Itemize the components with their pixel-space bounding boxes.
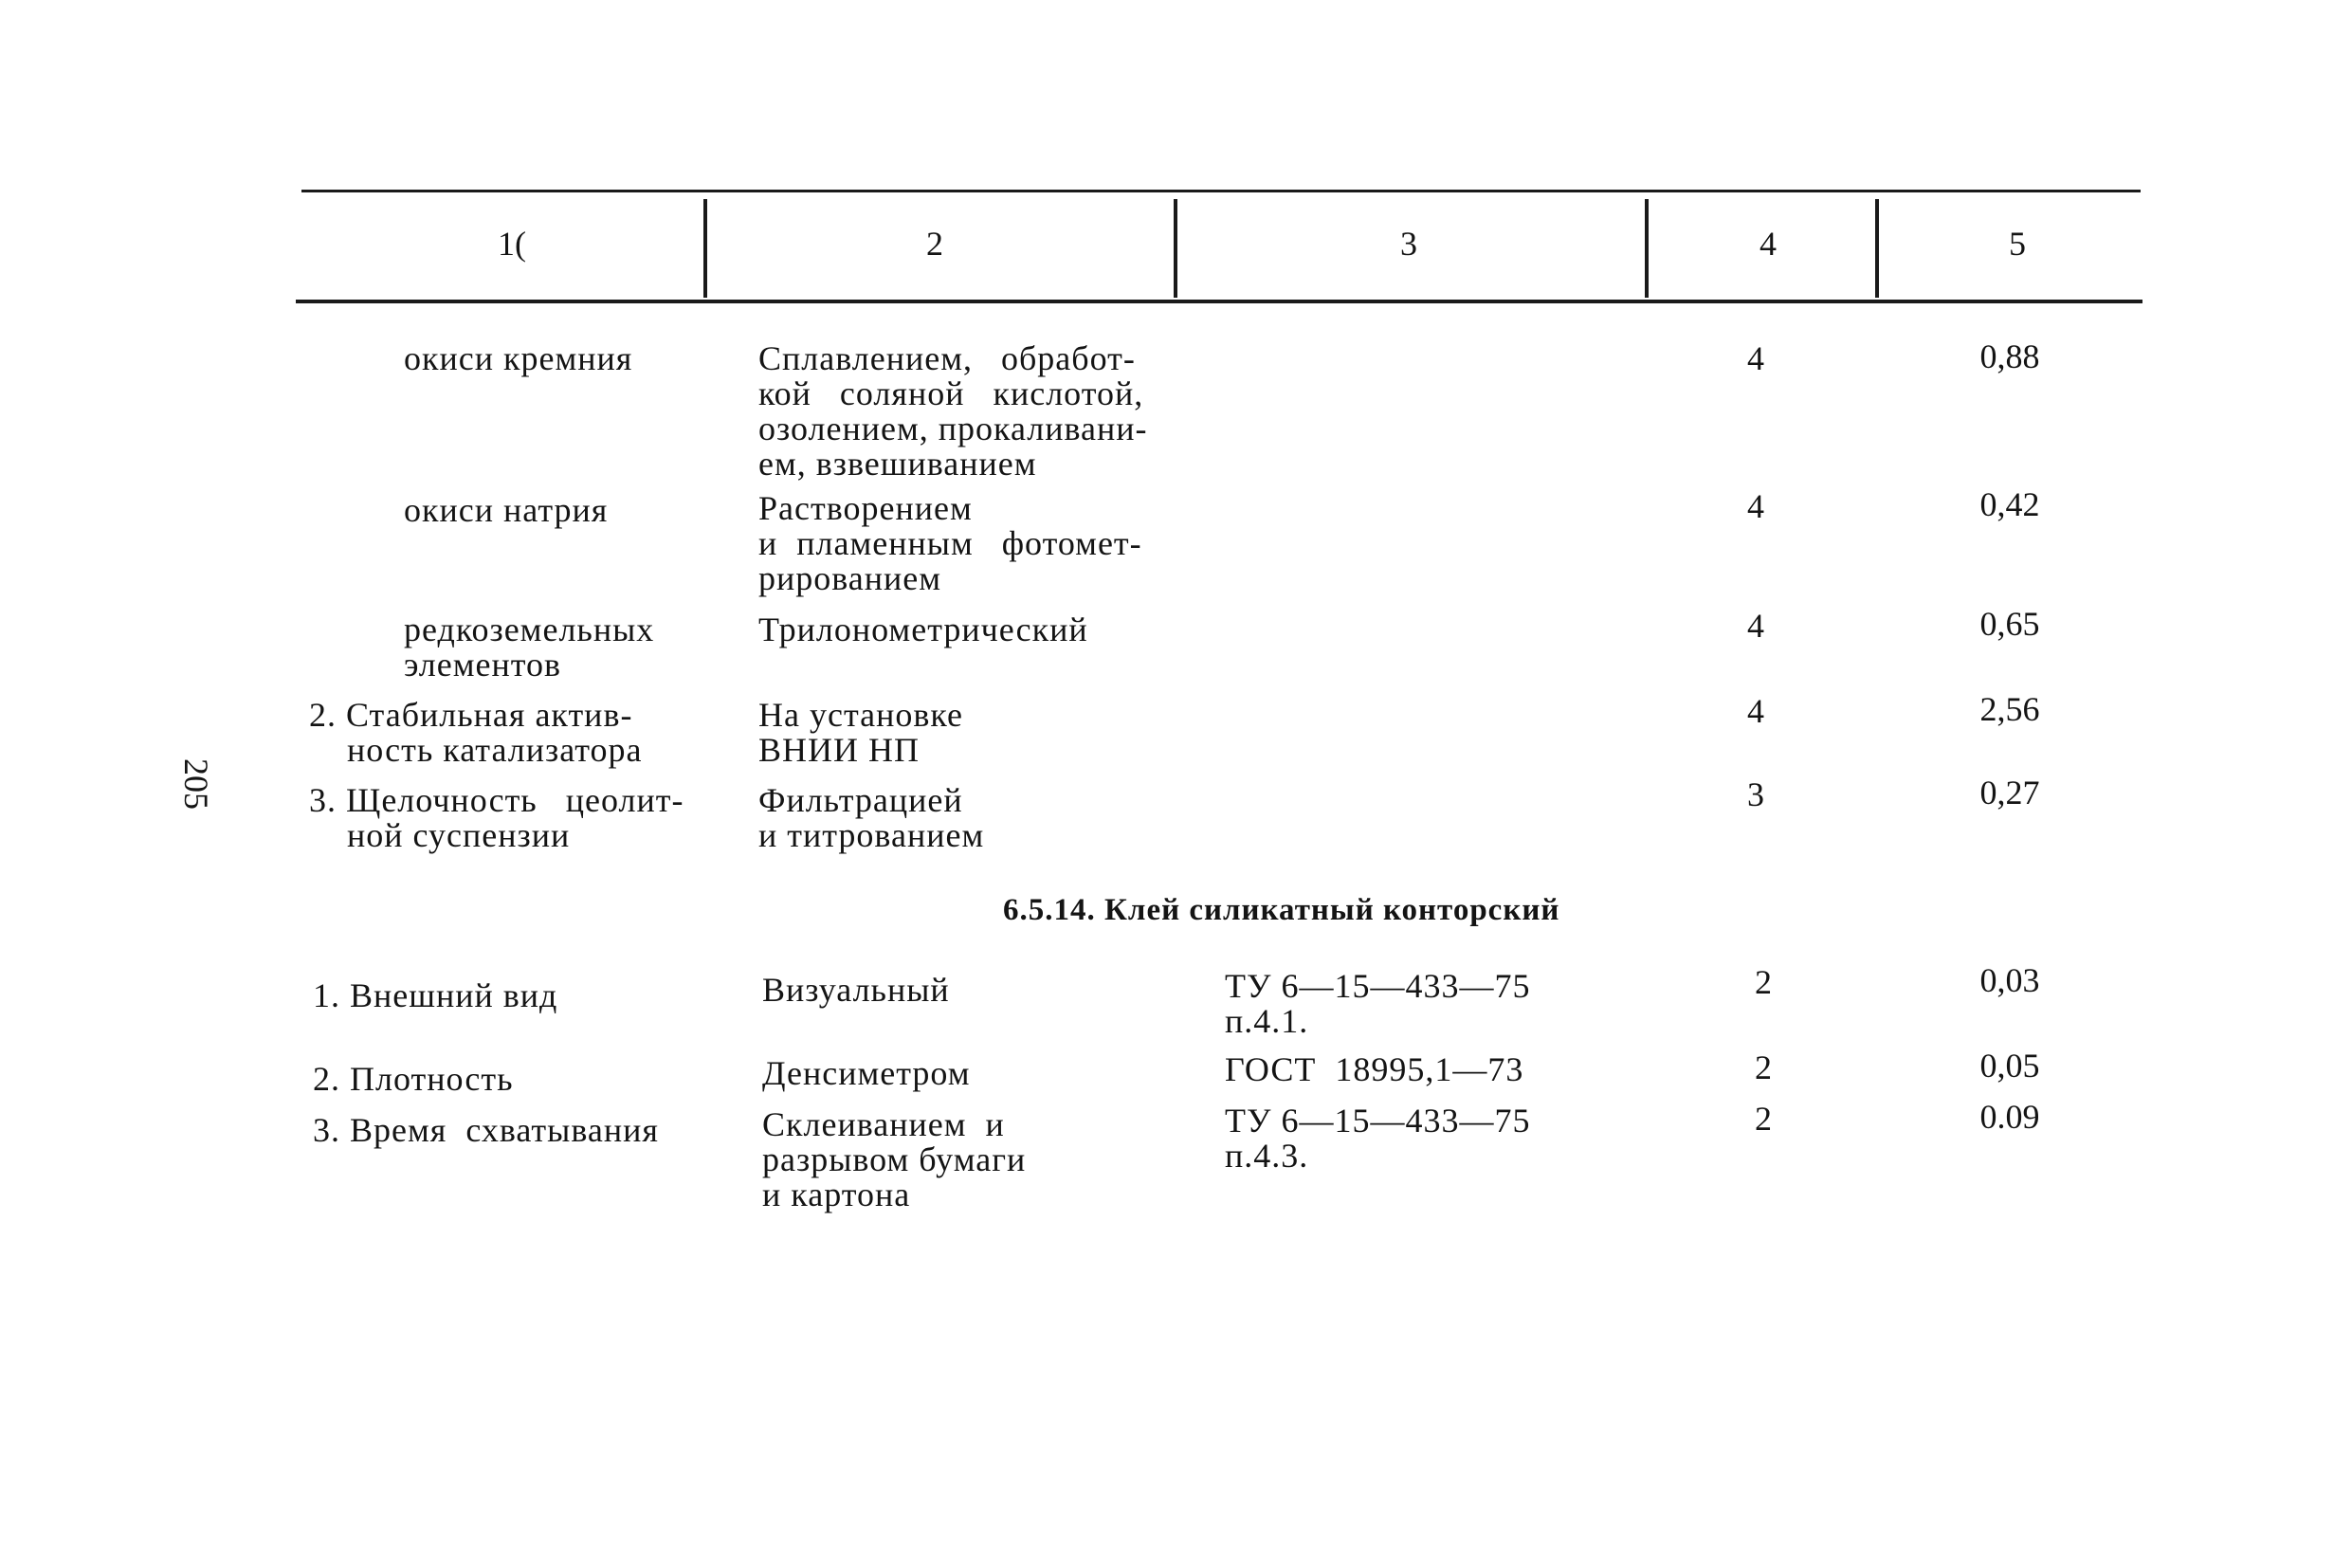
- column-divider: [1645, 199, 1649, 298]
- row-col4: 4: [1747, 607, 1764, 645]
- row-indicator: окиси кремния: [404, 339, 633, 377]
- row-col4: 2: [1755, 1100, 1772, 1138]
- column-divider: [1174, 199, 1177, 298]
- row-col5: 0.09: [1979, 1098, 2040, 1136]
- row-col4: 2: [1755, 963, 1772, 1001]
- row-col4: 4: [1747, 339, 1764, 377]
- header-bottom-rule: [296, 300, 2142, 303]
- row-indicator: редкоземельных элементов: [404, 611, 655, 684]
- table-top-rule: [301, 190, 2141, 192]
- header-col-5: 5: [2009, 225, 2026, 263]
- column-divider: [1875, 199, 1879, 298]
- row-method: Сплавлением, обработ- кой соляной кислотой, озолением, прокаливани- ем, взвешиванием: [758, 339, 1148, 483]
- row-method: Фильтрацией и титрованием: [758, 781, 985, 854]
- row-col4: 3: [1747, 775, 1764, 813]
- row-indicator: 3. Щелочность цеолит- ной суспензии: [309, 781, 684, 854]
- row-indicator: окиси натрия: [404, 491, 609, 529]
- row-standard: ТУ 6—15—433—75 п.4.3.: [1225, 1102, 1531, 1175]
- row-col5: 0,27: [1979, 774, 2040, 811]
- row-method: Денсиметром: [762, 1054, 971, 1092]
- row-indicator: 3. Время схватывания: [313, 1111, 659, 1149]
- row-col5: 0,03: [1979, 961, 2040, 999]
- row-method: Визуальный: [762, 971, 950, 1009]
- row-col5: 0,42: [1979, 485, 2040, 523]
- row-col4: 4: [1747, 487, 1764, 525]
- row-col5: 2,56: [1979, 690, 2040, 728]
- header-col-1: 1(: [498, 225, 526, 263]
- page-number: 205: [177, 758, 215, 810]
- row-method: Склеиванием и разрывом бумаги и картона: [762, 1105, 1027, 1213]
- row-col4: 4: [1747, 692, 1764, 730]
- row-standard: ТУ 6—15—433—75 п.4.1.: [1225, 967, 1531, 1040]
- row-method: На установке ВНИИ НП: [758, 696, 963, 769]
- row-method: Растворением и пламенным фотомет- рированием: [758, 489, 1142, 597]
- row-method: Трилонометрический: [758, 611, 1088, 648]
- header-col-3: 3: [1400, 225, 1417, 263]
- row-col5: 0,65: [1979, 605, 2040, 643]
- column-divider: [703, 199, 707, 298]
- row-indicator: 1. Внешний вид: [313, 976, 558, 1014]
- section-title: 6.5.14. Клей силикатный конторский: [1003, 893, 1560, 927]
- row-indicator: 2. Стабильная актив- ность катализатора: [309, 696, 643, 769]
- header-col-4: 4: [1759, 225, 1777, 263]
- row-indicator: 2. Плотность: [313, 1060, 514, 1098]
- row-col5: 0,05: [1979, 1047, 2040, 1085]
- row-col4: 2: [1755, 1048, 1772, 1086]
- row-col5: 0,88: [1979, 337, 2040, 375]
- row-standard: ГОСТ 18995,1—73: [1225, 1050, 1524, 1088]
- header-col-2: 2: [926, 225, 943, 263]
